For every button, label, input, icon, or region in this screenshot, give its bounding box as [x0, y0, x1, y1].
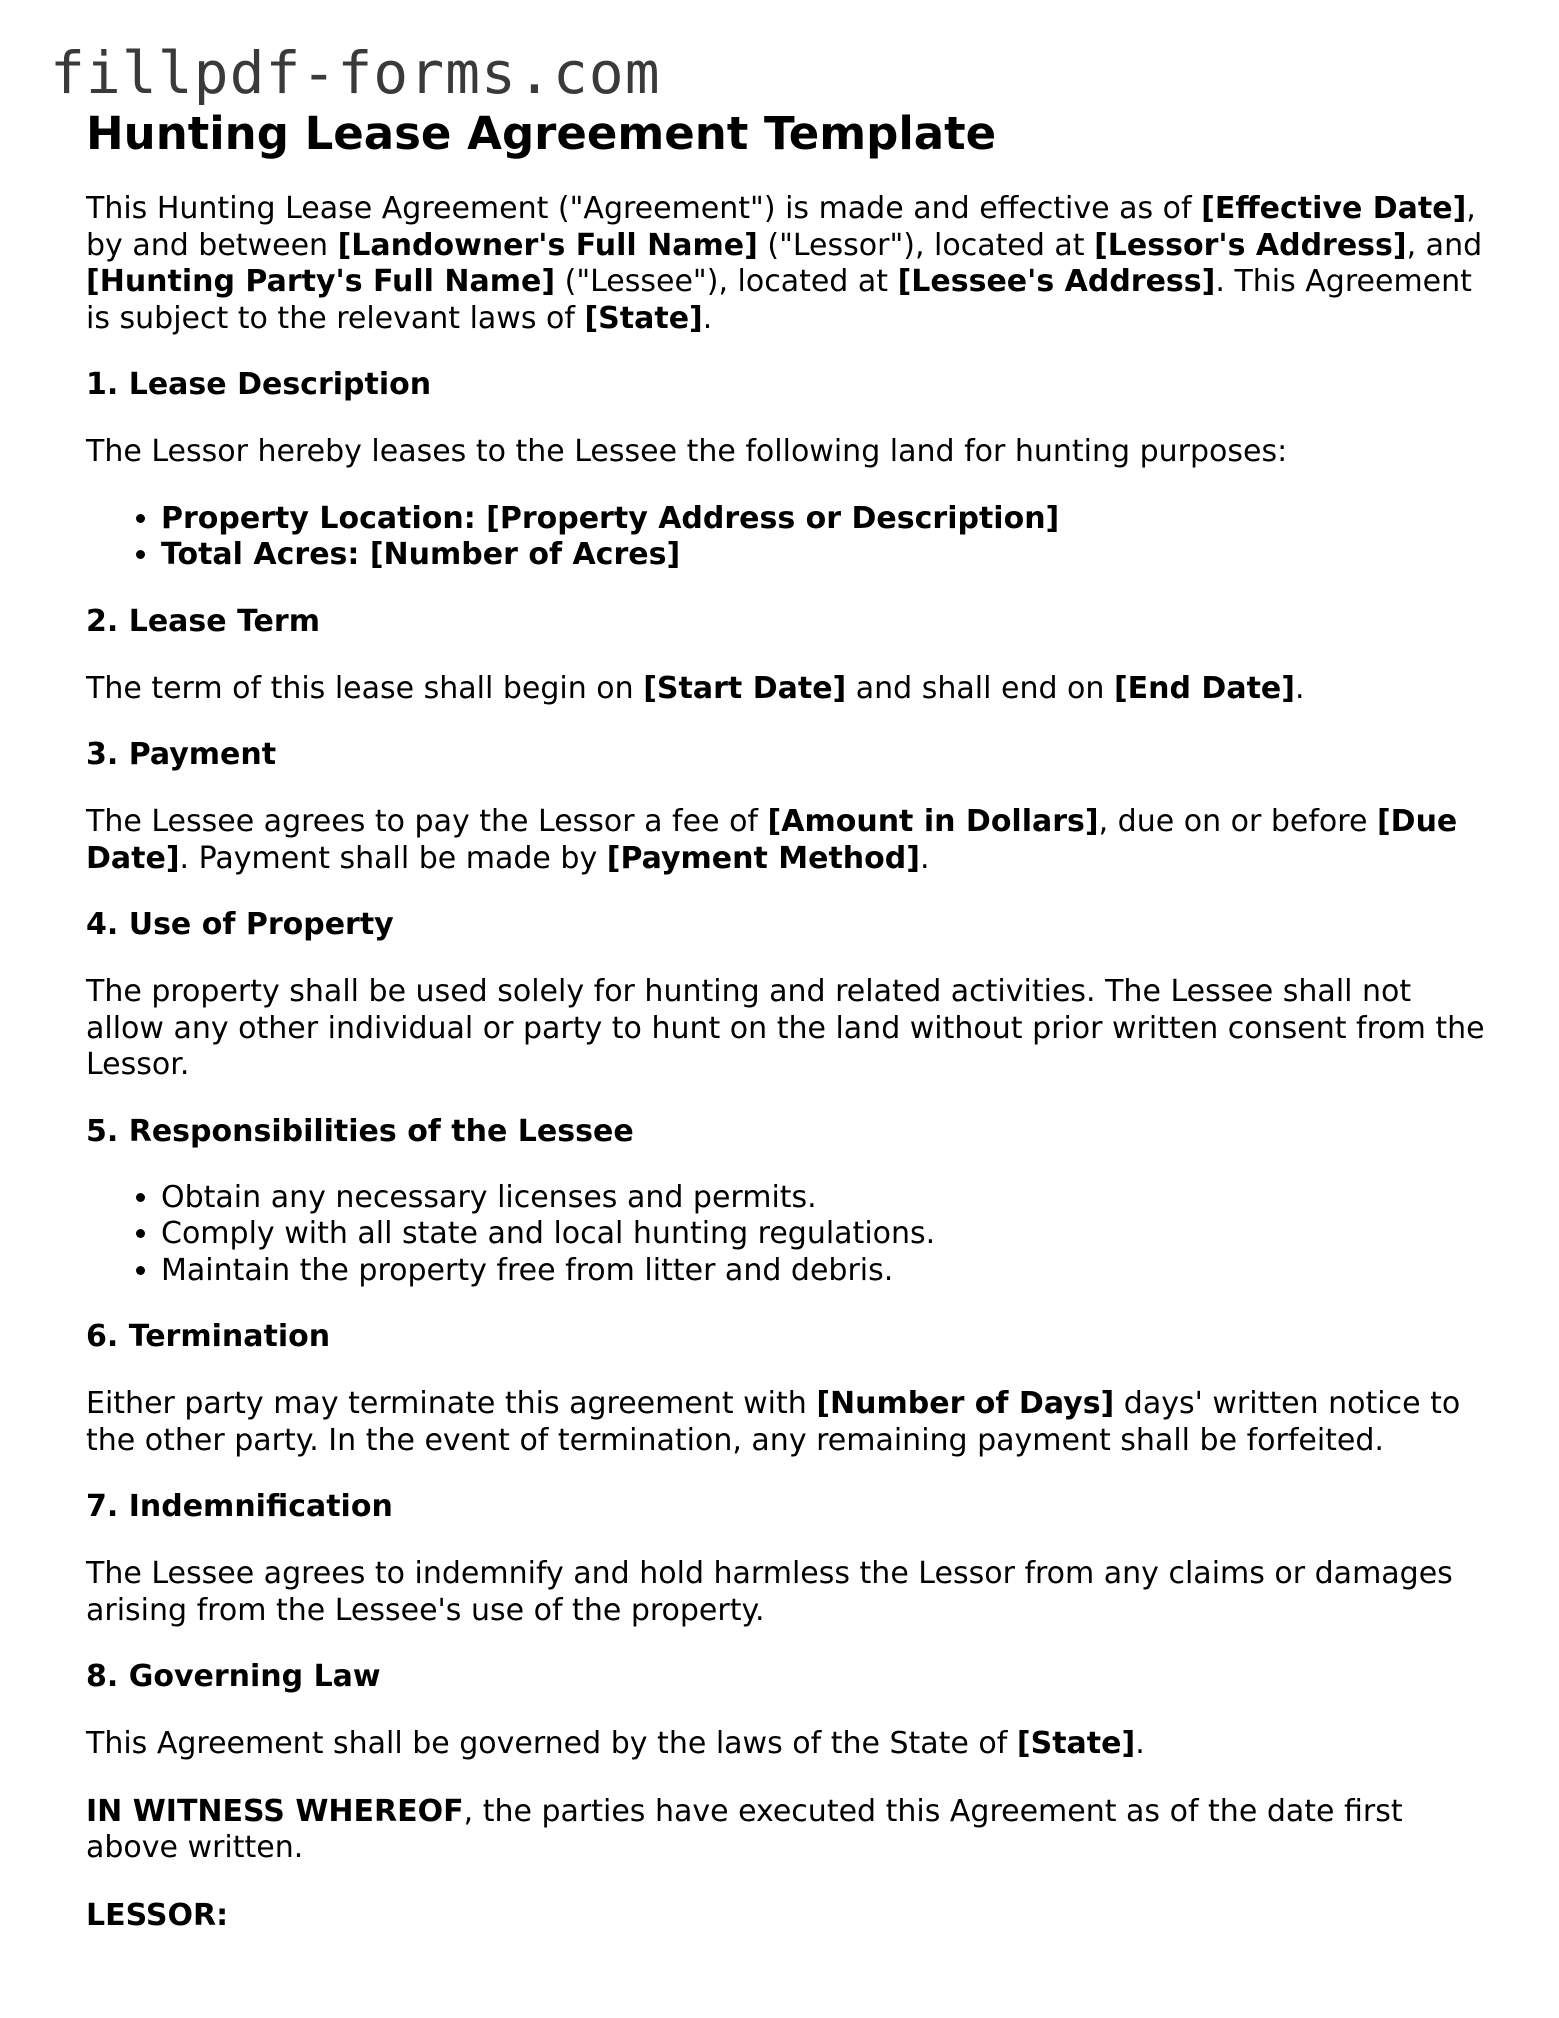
section-body-indemnification: The Lessee agrees to indemnify and hold harmless the Lessor from any claims or damages arising from the Lessee's use of the property. [86, 1556, 1453, 1628]
end-date-field: [End Date] [1113, 670, 1295, 706]
list-item: • Maintain the property free from litter and debris. [161, 1253, 1486, 1290]
governing-state-field: [State] [1016, 1726, 1136, 1761]
landowner-name-field: [Landowner's Full Name] [337, 227, 758, 263]
section-heading-lease-term: 2. Lease Term [86, 603, 320, 639]
intro-text: . [702, 300, 713, 336]
witness-lead: IN WITNESS WHEREOF [86, 1793, 464, 1829]
list-item: • Obtain any necessary licenses and permits. [161, 1180, 1486, 1217]
section-body-payment [86, 804, 1486, 877]
list-item: • Comply with all state and local hunting regulations. [161, 1216, 1486, 1253]
body-text: Either party may terminate this agreement with [86, 1386, 817, 1421]
payment-method-field: [Payment Method] [606, 840, 920, 876]
body-text: . [1294, 670, 1305, 706]
body-text: This Agreement shall be governed by the laws of the State of [86, 1726, 1017, 1761]
body-text: The term of this lease shall begin on [86, 670, 644, 706]
list-item: • Property Location: [Property Address or Description] [161, 501, 1486, 538]
body-text: , due on or before [1098, 804, 1377, 839]
intro-text: , by and between [86, 191, 1476, 263]
intro-paragraph [86, 191, 1486, 337]
section-heading-governing-law: 8. Governing Law [86, 1659, 381, 1694]
body-text: and shall end on [846, 670, 1114, 706]
body-text: . [919, 840, 930, 876]
body-text: days' written notice to the other party. In the event of termination, any remaining payment shall be forfeited. [86, 1386, 1461, 1458]
body-text: The Lessee agrees to pay the Lessor a fee of [86, 804, 768, 839]
section-heading-responsibilities: 5. Responsibilities of the Lessee [86, 1113, 634, 1149]
responsibilities-list [86, 1180, 1486, 1290]
watermark: fillpdf-forms.com [50, 39, 661, 107]
start-date-field: [Start Date] [643, 670, 847, 706]
property-details-list [86, 501, 1486, 574]
section-body-governing-law [86, 1726, 1486, 1763]
section-heading-termination: 6. Termination [86, 1319, 331, 1354]
list-item: • Total Acres: [Number of Acres] [161, 537, 1486, 574]
page-title: Hunting Lease Agreement Template [86, 107, 997, 160]
section-heading-use-of-property: 4. Use of Property [86, 907, 394, 942]
section-body-use-of-property: The property shall be used solely for hunting and related activities. The Lessee shall not allow any other individual or party to hunt on the land without prior written consent from the Lessor. [86, 974, 1485, 1082]
amount-field: [Amount in Dollars] [767, 804, 1099, 839]
intro-text: ("Lessee"), located at [555, 264, 898, 299]
state-field: [State] [584, 300, 703, 336]
section-heading-payment: 3. Payment [86, 737, 277, 772]
section-body-lease-description: The Lessor hereby leases to the Lessee the following land for hunting purposes: [86, 434, 1288, 469]
section-heading-indemnification: 7. Indemnification [86, 1489, 393, 1524]
document-page [86, 102, 1486, 1934]
section-body-termination [86, 1386, 1486, 1459]
witness-text: , the parties have executed this Agreement as of the date first above written. [86, 1793, 1403, 1865]
section-heading-lease-description: 1. Lease Description [86, 367, 432, 402]
effective-date-field: [Effective Date] [1201, 191, 1467, 226]
due-date-field: [Due Date] [86, 804, 1458, 876]
intro-text: This Hunting Lease Agreement ("Agreement") is made and effective as of [86, 191, 1202, 226]
lessor-address-field: [Lessor's Address] [1094, 227, 1407, 263]
number-of-days-field: [Number of Days] [816, 1386, 1115, 1421]
intro-text: . This Agreement is subject to the relevant laws of [86, 264, 1472, 336]
body-text: . Payment shall be made by [179, 840, 607, 876]
hunting-party-name-field: [Hunting Party's Full Name] [86, 264, 556, 299]
section-body-lease-term [86, 671, 1486, 708]
lessee-address-field: [Lessee's Address] [897, 264, 1216, 299]
body-text: . [1135, 1726, 1145, 1761]
intro-text: ("Lessor"), located at [757, 227, 1095, 263]
lessor-signature-label: LESSOR: [86, 1897, 229, 1933]
intro-text: , and [1406, 227, 1483, 263]
witness-paragraph [86, 1794, 1486, 1867]
